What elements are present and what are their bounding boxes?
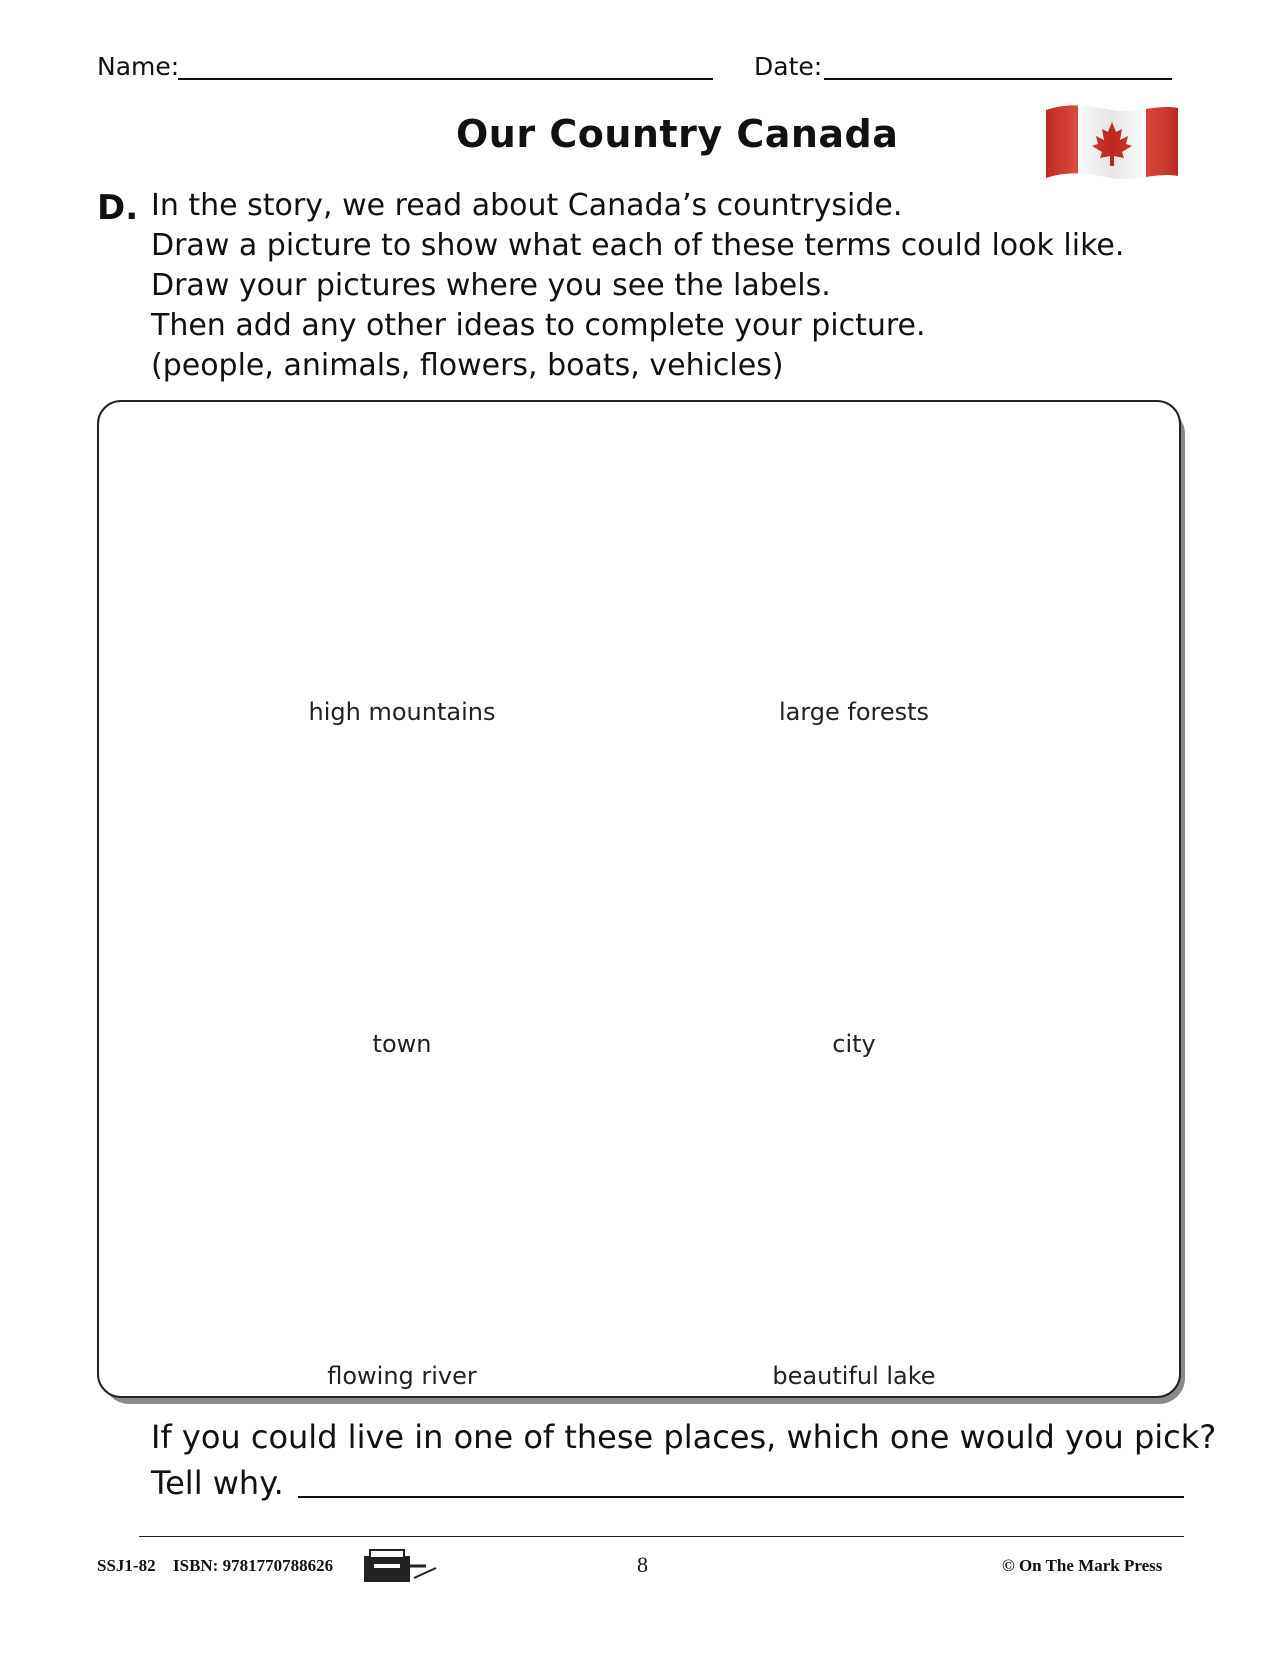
label-large-forests: large forests <box>778 698 930 726</box>
instruction-line: Then add any other ideas to complete your picture. <box>151 308 926 343</box>
label-city: city <box>832 1030 876 1058</box>
label-beautiful-lake: beautiful lake <box>772 1362 936 1390</box>
instructions <box>151 186 1124 386</box>
question-line-1: If you could live in one of these places, which one would you pick? <box>151 1418 1217 1456</box>
activity-letter: D. <box>97 188 139 228</box>
label-high-mountains: high mountains <box>308 698 496 726</box>
drawing-area[interactable] <box>97 400 1181 1398</box>
instruction-line: (people, animals, flowers, boats, vehicles) <box>151 348 784 383</box>
footer-publisher: © On The Mark Press <box>1002 1556 1163 1575</box>
footer-code: SSJ1-82 <box>97 1556 156 1575</box>
page-number: 8 <box>637 1552 648 1577</box>
date-field-line[interactable] <box>824 78 1172 80</box>
label-town: town <box>372 1030 432 1058</box>
instruction-line: Draw your pictures where you see the labels. <box>151 268 831 303</box>
date-label: Date: <box>754 52 823 81</box>
instruction-line: In the story, we read about Canada’s countryside. <box>151 188 903 223</box>
footer-rule <box>139 1536 1184 1537</box>
name-label: Name: <box>97 52 180 81</box>
canada-flag-icon <box>1040 100 1184 186</box>
instruction-line: Draw a picture to show what each of these terms could look like. <box>151 228 1125 263</box>
answer-line[interactable] <box>298 1496 1184 1498</box>
question-line-2: Tell why. <box>151 1464 284 1502</box>
press-logo-icon <box>362 1546 438 1586</box>
page-title: Our Country Canada <box>456 112 899 156</box>
name-field-line[interactable] <box>178 78 713 80</box>
footer-isbn: ISBN: 9781770788626 <box>173 1556 334 1575</box>
label-flowing-river: flowing river <box>327 1362 477 1390</box>
